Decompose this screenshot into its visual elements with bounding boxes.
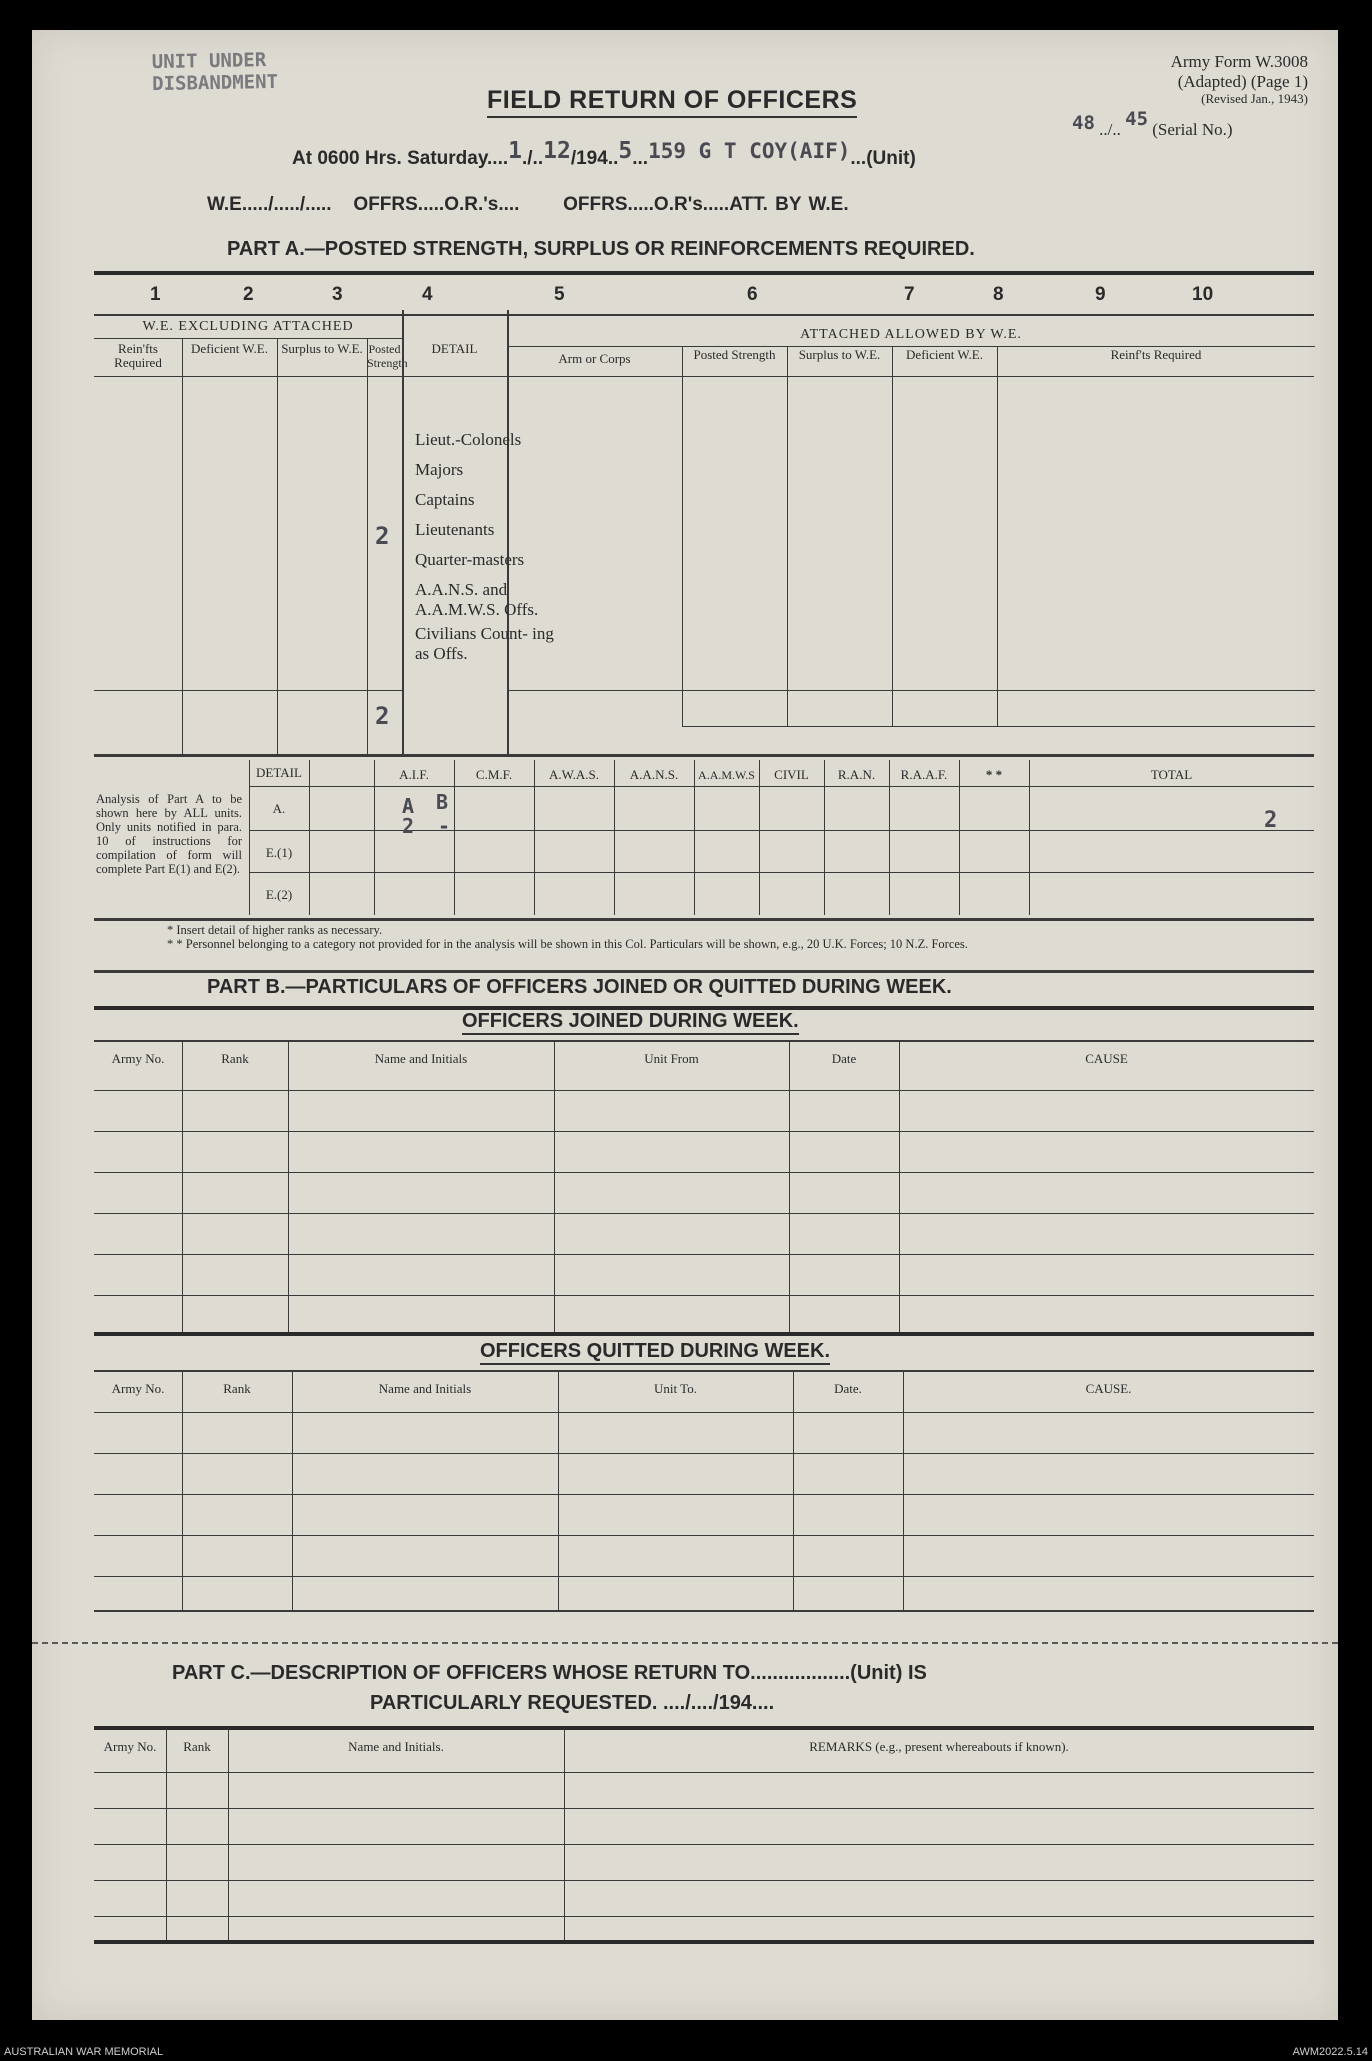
col-reinfts-required: Rein'fts Required [114,341,162,370]
analysis-col-civil: CIVIL [774,767,809,782]
part-a-top-rule [94,271,1314,275]
grid-h [94,1254,1314,1255]
grid-v [793,1372,794,1610]
grid-v [166,1728,167,1940]
analysis-col-cmf: C.M.F. [475,767,513,782]
date-line: At 0600 Hrs. Saturday....1./..12/194..5...159 G T COY(AIF)...(Unit) [292,138,916,169]
quitted-col-cause: CAUSE. [1085,1381,1132,1396]
part-a-column-numbers [32,284,1338,308]
part-c-col-name: Name and Initials. [348,1739,444,1754]
rank-lieutenants: Lieutenants [415,520,495,539]
lieutenants-posted-value: 2 [375,522,390,550]
grid-v [277,338,278,754]
col-num-1: 1 [150,284,161,305]
grid-v [534,760,535,915]
col-surplus-we: Surplus to W.E. [281,341,363,356]
joined-col-date: Date [831,1051,857,1066]
grid-v [288,1042,289,1332]
col-att-reinfts: Reinf'ts Required [1110,347,1202,362]
footnotes [167,923,1312,951]
grid-v [959,760,960,915]
analysis-col-other: * * [985,767,1003,782]
analysis-row-a: A. [272,801,286,816]
grid-v [824,760,825,915]
part-c-line-1: PART C.—DESCRIPTION OF OFFICERS WHOSE RETURN TO..................(Unit) IS [172,1662,927,1684]
total-a-value: 2 [1264,808,1278,833]
joined-col-rank: Rank [221,1051,249,1066]
rank-civilians: Civilians Count- ing as Offs. [415,624,554,663]
joined-col-army-no: Army No. [111,1051,165,1066]
grid-v [997,346,998,726]
col-num-3: 3 [332,284,343,305]
grid-v [892,346,893,726]
quitted-col-rank: Rank [223,1381,251,1396]
footnotes-rule [94,970,1314,973]
grid-h [94,1576,1314,1577]
part-c-bottom-rule [94,1940,1314,1944]
col-num-2: 2 [243,284,254,305]
col-att-surplus: Surplus to W.E. [798,347,881,362]
stamp-line-2: DISBANDMENT [152,70,279,96]
analysis-col-ran: R.A.N. [837,767,876,782]
grid-v [292,1372,293,1610]
grid-v [899,1042,900,1332]
serial-number: 48 ../.. 45 (Serial No.) [1072,108,1233,139]
rank-majors: Majors [415,460,464,479]
perforation-line [32,1642,1338,1644]
part-a-total-rule-right [507,690,1315,691]
grid-h [94,1880,1314,1881]
grid-v [789,1042,790,1332]
quitted-bottom-rule [94,1610,1314,1612]
grid-v [889,760,890,915]
grid-h [94,1916,1314,1917]
offrs-field-1: OFFRS.....O.R.'s.... [353,194,520,215]
part-a-bottom-rule [94,754,1314,757]
col-posted-strength: Posted Strength [367,342,408,370]
grid-h [94,1844,1314,1845]
detail-header: DETAIL [431,341,478,356]
date-year: 5 [618,138,633,164]
grid-v [309,760,310,915]
aif-mark-a: A [402,794,415,818]
part-c-table [94,1728,1314,1940]
col-att-posted-strength: Posted Strength [693,347,776,362]
joined-col-cause: CAUSE [1085,1051,1128,1066]
joined-col-name: Name and Initials [374,1051,468,1066]
part-c-col-remarks: REMARKS (e.g., present whereabouts if known). [809,1739,1069,1754]
grid-v [182,1372,183,1610]
quitted-col-unit-to: Unit To. [654,1381,697,1396]
quitted-col-army-no: Army No. [111,1381,165,1396]
cmf-a-value: - [438,814,451,838]
date-mid: /194 [570,148,608,169]
grid-v [228,1728,229,1940]
joined-title: OFFICERS JOINED DURING WEEK. [462,1010,799,1035]
grid-v [682,346,683,726]
analysis-col-raaf: R.A.A.F. [900,767,948,782]
col-num-7: 7 [904,284,915,305]
serial-num: 48 [1072,112,1095,134]
we-line [207,194,849,216]
quitted-col-date: Date. [834,1381,862,1396]
grid-v [1029,760,1030,915]
serial-label: (Serial No.) [1152,120,1233,139]
analysis-row-e2: E.(2) [265,887,293,902]
grid-h [94,1494,1314,1495]
col-num-4: 4 [422,284,433,305]
grid-h [94,1295,1314,1296]
grid-v [558,1372,559,1610]
col-arm-corps: Arm or Corps [558,351,631,366]
footnote-1: * Insert detail of higher ranks as necessary. [167,923,383,937]
grid-v [402,310,404,754]
date-month: 12 [543,138,571,164]
col-att-deficient: Deficient W.E. [906,347,983,362]
part-a-total-rule-left [94,690,402,691]
grid-h [94,1772,1314,1773]
part-a-number-rule [94,314,1314,316]
grid-v [694,760,695,915]
grid-h [94,1131,1314,1132]
col-num-8: 8 [993,284,1004,305]
grid-v [787,346,788,726]
grid-h [94,1535,1314,1536]
archive-reference: AWM2022.5.14 [1292,2046,1368,2058]
col-num-5: 5 [554,284,565,305]
part-c-line-2: PARTICULARLY REQUESTED. ..../..../194.... [370,1692,775,1714]
aif-mark-b: B [436,790,449,814]
grid-h [249,872,1314,873]
attached-header: ATTACHED ALLOWED BY W.E. [800,327,1022,342]
grid-v [903,1372,904,1610]
grid-v [454,760,455,915]
offrs-field-2: OFFRS.....O.R's.....ATT. BY W.E. [563,194,849,215]
quitted-table [94,1372,1314,1610]
analysis-col-awas: A.W.A.S. [548,767,600,782]
ranks-list [415,430,585,664]
grid-v [374,760,375,915]
joined-table [94,1042,1314,1332]
grid-v [564,1728,565,1940]
rank-quarter-masters: Quarter-masters [415,550,525,569]
grid-v [554,1042,555,1332]
stamp-line-1: UNIT UNDER [151,49,267,74]
form-sheet [32,30,1338,2020]
total-posted-value: 2 [375,702,390,730]
we-excl-header: W.E. EXCLUDING ATTACHED [142,319,354,334]
col-num-6: 6 [747,284,758,305]
analysis-row-e1: E.(1) [265,845,293,860]
grid-h [94,1412,1314,1413]
col-num-9: 9 [1095,284,1106,305]
we-excl-rule [94,338,402,339]
analysis-col-total: TOTAL [1150,767,1193,782]
part-a-title: PART A.—POSTED STRENGTH, SURPLUS OR REINFORCEMENTS REQUIRED. [227,238,975,260]
unit-name: 159 G T COY(AIF) [648,139,851,163]
we-field: W.E...../...../..... [207,194,332,215]
analysis-detail-header: DETAIL [256,765,302,780]
aif-a-value: 2 [402,814,415,838]
grid-h [94,1213,1314,1214]
rank-lieut-colonels: Lieut.-Colonels [415,430,522,449]
col-deficient-we: Deficient W.E. [191,341,268,356]
date-prefix: At 0600 Hrs. Saturday [292,148,488,169]
analysis-bottom-rule [94,918,1314,921]
unit-label: (Unit) [866,148,916,169]
analysis-col-aans: A.A.N.S. [629,767,679,782]
quitted-title: OFFICERS QUITTED DURING WEEK. [480,1340,830,1365]
grid-v [367,338,368,754]
grid-h [94,1172,1314,1173]
grid-v [759,760,760,915]
analysis-table [94,760,1314,920]
date-day: 1 [508,138,522,164]
part-a-total-rule-2 [682,726,1315,727]
serial-year: 45 [1125,108,1149,130]
analysis-note: Analysis of Part A to be shown here by ALL units. Only units notified in para. 10 of instructions for compilation of form will complete Part E(1) and E(2). [96,792,242,876]
joined-bottom-rule [94,1332,1314,1336]
joined-col-unit-from: Unit From [644,1051,699,1066]
grid-h [94,1090,1314,1091]
col-num-10: 10 [1192,284,1214,305]
quitted-col-name: Name and Initials [378,1381,472,1396]
analysis-col-aif: A.I.F. [399,767,429,782]
grid-v [182,338,183,754]
grid-h [94,1808,1314,1809]
grid-v [182,1042,183,1332]
form-reference [1171,52,1308,106]
footnote-2: * * Personnel belonging to a category not provided for in the analysis will be shown in this Col. Particulars will be shown, e.g., 20 U.K. Forces; 10 N.Z. Forces. [167,937,968,951]
form-title: FIELD RETURN OF OFFICERS [487,86,857,118]
form-number: Army Form W.3008 [1170,52,1308,71]
form-revised: (Revised Jan., 1943) [1201,91,1308,106]
part-c-col-army-no: Army No. [103,1739,157,1754]
part-c-col-rank: Rank [183,1739,211,1754]
rank-captains: Captains [415,490,475,509]
archive-credit: AUSTRALIAN WAR MEMORIAL [4,2046,164,2058]
grid-h [94,1453,1314,1454]
part-b-title: PART B.—PARTICULARS OF OFFICERS JOINED OR QUITTED DURING WEEK. [207,976,952,998]
grid-h [249,786,1314,787]
grid-v [614,760,615,915]
rank-aans-aamws: A.A.N.S. and A.A.M.W.S. Offs. [415,580,539,619]
analysis-col-aamws: A.A.M.W.S [698,768,755,782]
form-adapted: (Adapted) (Page 1) [1177,72,1308,91]
disbandment-stamp [152,49,279,95]
